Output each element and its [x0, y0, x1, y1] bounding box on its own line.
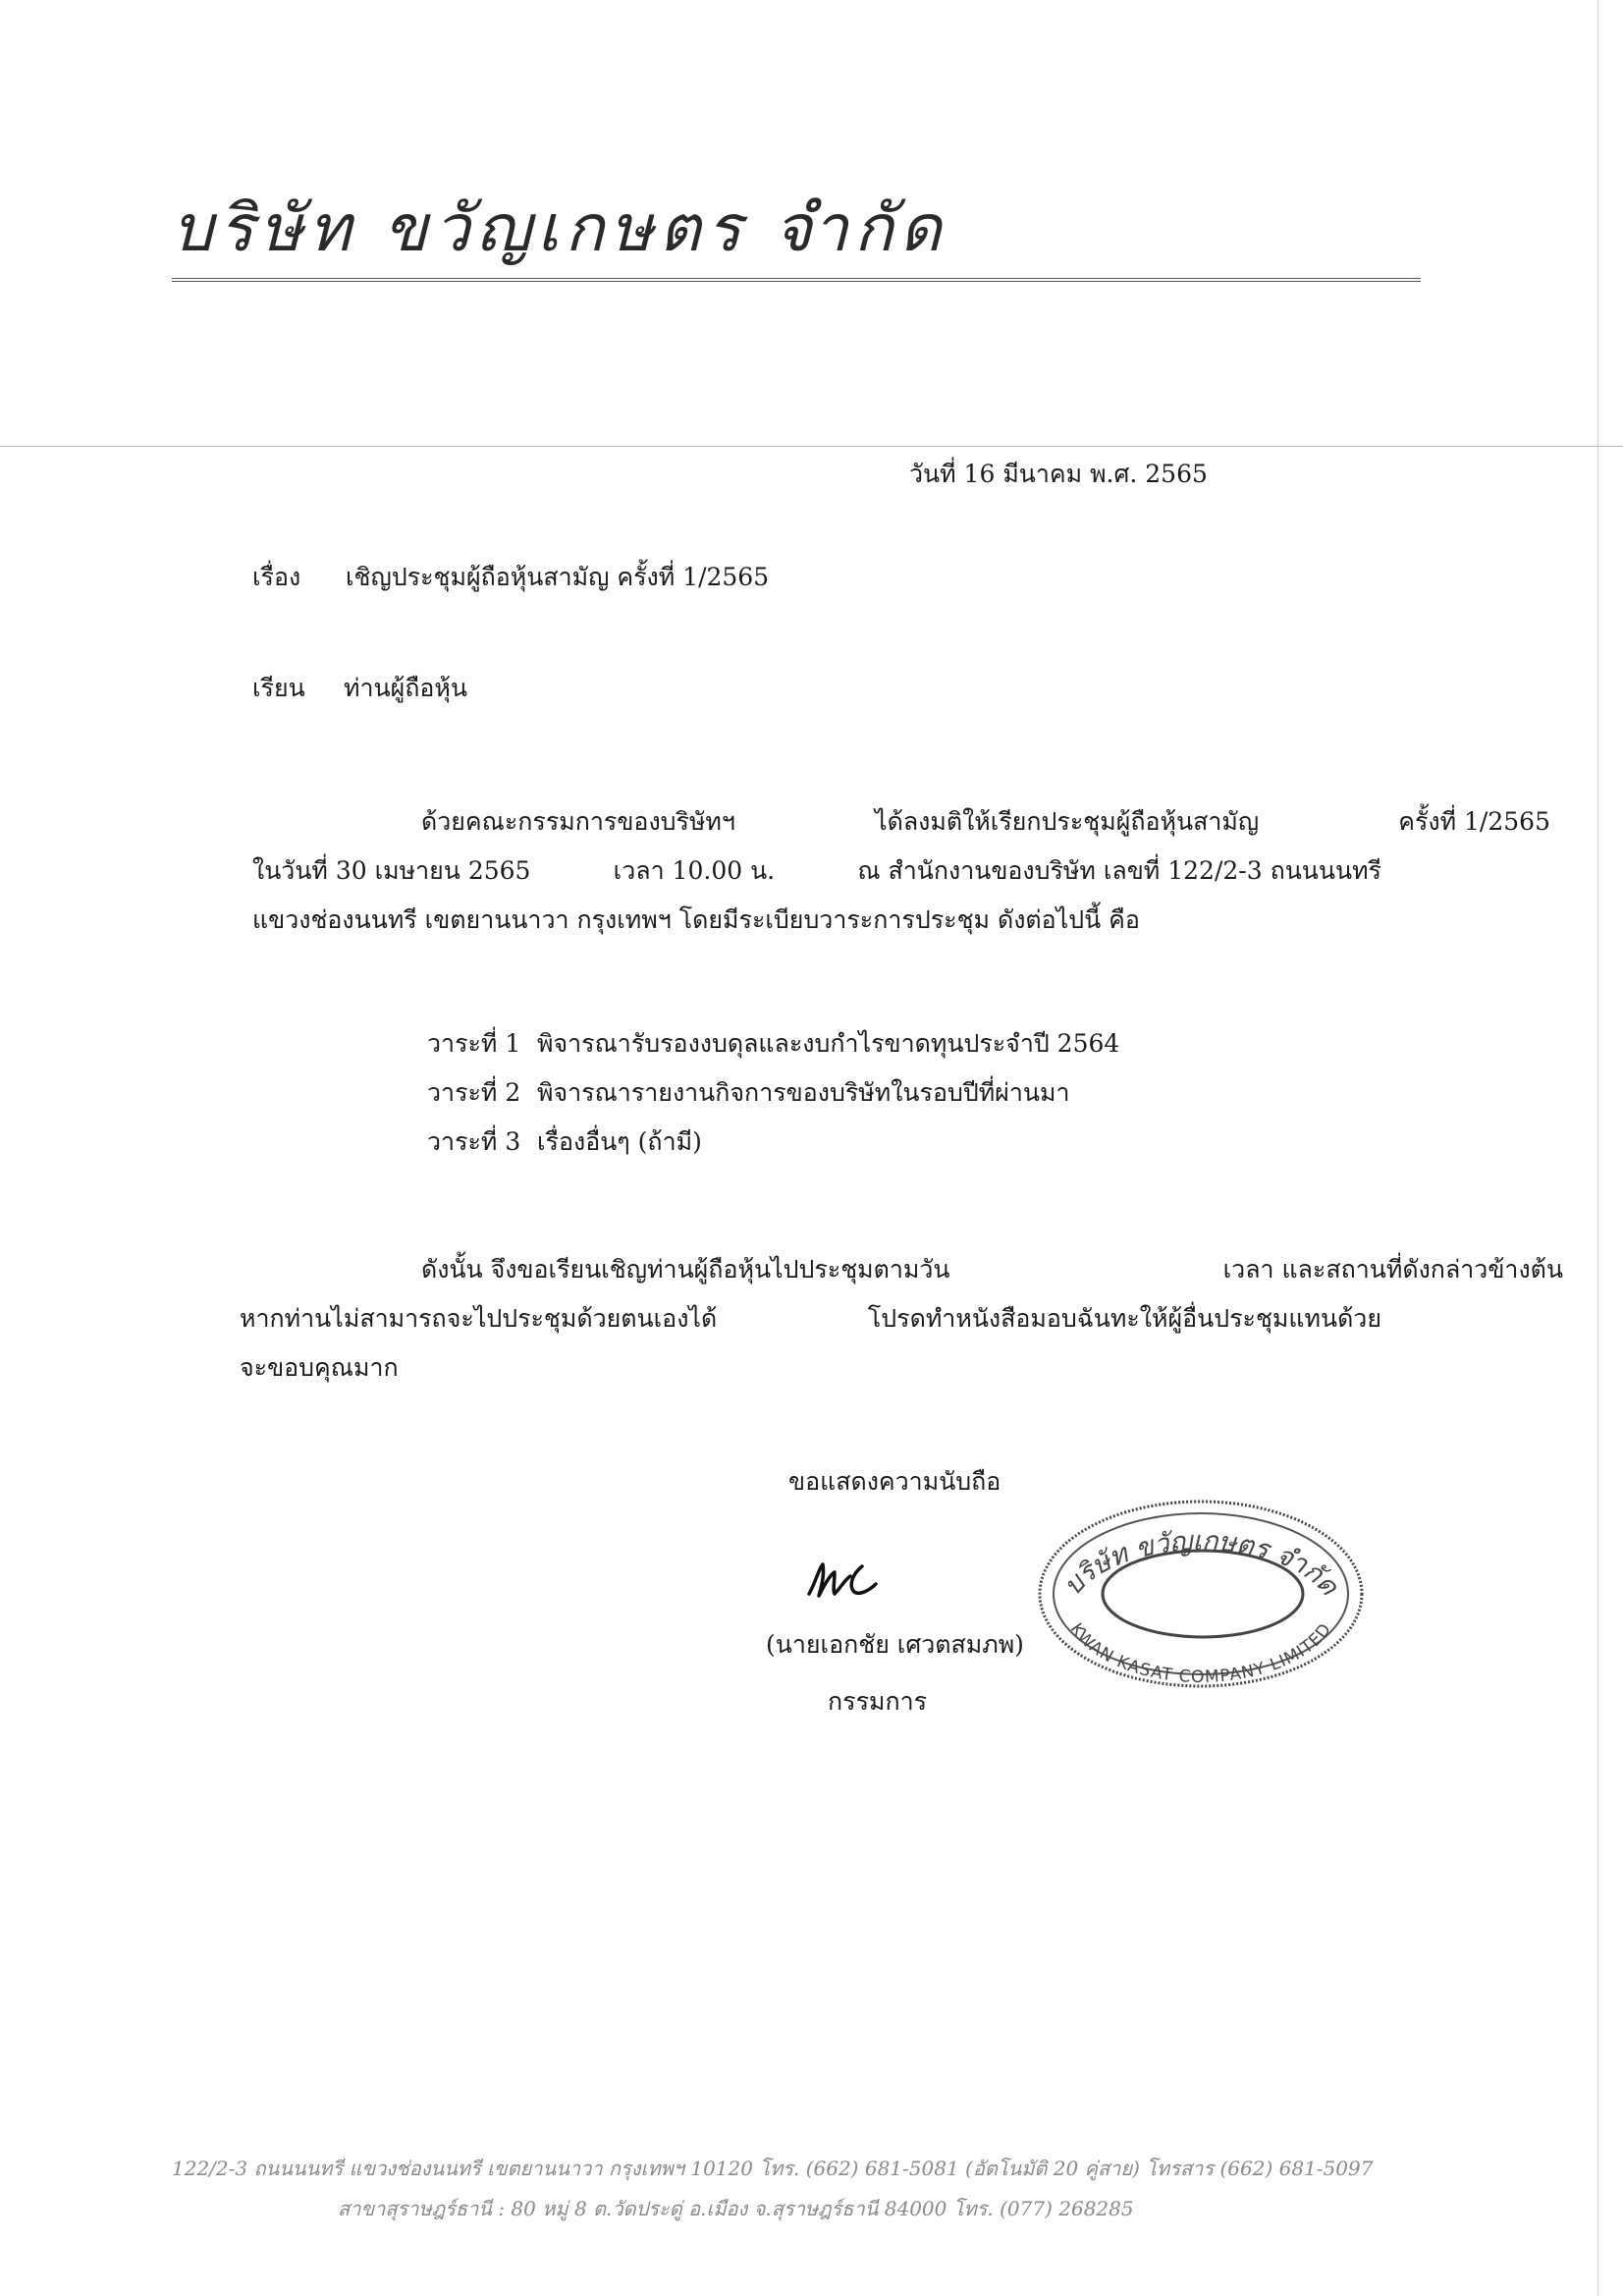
- paragraph-line: [252, 797, 1550, 847]
- agenda-number: วาระที่ 3: [427, 1127, 521, 1156]
- paragraph-line: จะขอบคุณมาก: [240, 1353, 399, 1382]
- closing-text: ขอแสดงความนับถือ: [788, 1467, 1001, 1496]
- agenda-item: [427, 1118, 1119, 1167]
- letterhead-company-name: บริษัท ขวัญเกษตร จำกัด: [172, 191, 947, 266]
- paragraph-invitation: [252, 797, 1550, 945]
- paragraph-request: [240, 1245, 1563, 1393]
- paragraph-line: [252, 847, 1381, 896]
- signer-name: (นายเอกชัย เศวตสมภพ): [766, 1630, 1024, 1659]
- stamp-text-top-path: บริษัท ขวัญเกษตร จำกัด: [1057, 1525, 1344, 1602]
- agenda-number: วาระที่ 1: [427, 1029, 521, 1058]
- paragraph-line: [240, 1245, 1563, 1294]
- agenda-number: วาระที่ 2: [427, 1078, 521, 1107]
- agenda-text: พิจารณารับรองงบดุลและงบกำไรขาดทุนประจำปี 2564: [537, 1029, 1120, 1058]
- recipient-text: ท่านผู้ถือหุ้น: [344, 674, 467, 702]
- agenda-text: เรื่องอื่นๆ (ถ้ามี): [537, 1127, 702, 1156]
- text-segment: ด้วยคณะกรรมการของบริษัทฯ: [421, 807, 735, 836]
- letterhead-rule: [172, 278, 1421, 282]
- agenda-item: [427, 1019, 1119, 1068]
- text-segment: ได้ลงมติให้เรียกประชุมผู้ถือหุ้นสามัญ: [875, 807, 1260, 836]
- company-seal-stamp: [1034, 1496, 1368, 1692]
- signer-title: กรรมการ: [828, 1687, 928, 1716]
- agenda-item: [427, 1068, 1119, 1118]
- paragraph-line: [240, 1294, 1381, 1343]
- text-segment: ครั้งที่ 1/2565: [1398, 807, 1550, 836]
- agenda-text: พิจารณารายงานกิจการของบริษัทในรอบปีที่ผ่านมา: [537, 1078, 1070, 1107]
- text-segment: โปรดทำหนังสือมอบฉันทะให้ผู้อื่นประชุมแทนด้วย: [867, 1304, 1381, 1333]
- text-segment: หากท่านไม่สามารถจะไปประชุมด้วยตนเองได้: [240, 1304, 718, 1333]
- subject-text: เชิญประชุมผู้ถือหุ้นสามัญ ครั้งที่ 1/2565: [346, 563, 770, 591]
- subject-label: เรื่อง: [252, 563, 301, 591]
- text-segment: เวลา และสถานที่ดังกล่าวข้างต้น: [1222, 1255, 1563, 1284]
- text-segment: เวลา 10.00 น.: [613, 856, 776, 885]
- text-segment: ดังนั้น จึงขอเรียนเชิญท่านผู้ถือหุ้นไปประชุมตามวัน: [421, 1255, 950, 1284]
- letter-date: วันที่ 16 มีนาคม พ.ศ. 2565: [909, 460, 1208, 488]
- text-segment: ณ สำนักงานของบริษัท เลขที่ 122/2-3 ถนนนนทรี: [857, 856, 1381, 885]
- paragraph-line: แขวงช่องนนทรี เขตยานนาวา กรุงเทพฯ โดยมีระเบียบวาระการประชุม ดังต่อไปนี้ คือ: [252, 905, 1140, 934]
- fold-line: [0, 446, 1623, 447]
- footer-address-line: 122/2-3 ถนนนนทรี แขวงช่องนนทรี เขตยานนาวา กรุงเทพฯ 10120 โทร. (662) 681-5081 (อัตโนมัติ 20 คู่สาย) โทรสาร (662) 681-5097: [172, 2157, 1374, 2180]
- page-edge-line: [1597, 0, 1598, 2296]
- text-segment: ในวันที่ 30 เมษายน 2565: [252, 856, 531, 885]
- agenda-list: [427, 1019, 1119, 1167]
- stamp-text-bottom-path: KWAN KASAT COMPANY LIMITED: [1065, 1619, 1336, 1688]
- recipient-label: เรียน: [252, 674, 305, 702]
- handwritten-signature: [805, 1555, 893, 1613]
- footer-branch-line: สาขาสุราษฎร์ธานี : 80 หมู่ 8 ต.วัดประดู่ อ.เมือง จ.สุราษฎร์ธานี 84000 โทร. (077) 268285: [338, 2197, 1134, 2220]
- stamp-text-bottom: [1066, 1619, 1336, 1687]
